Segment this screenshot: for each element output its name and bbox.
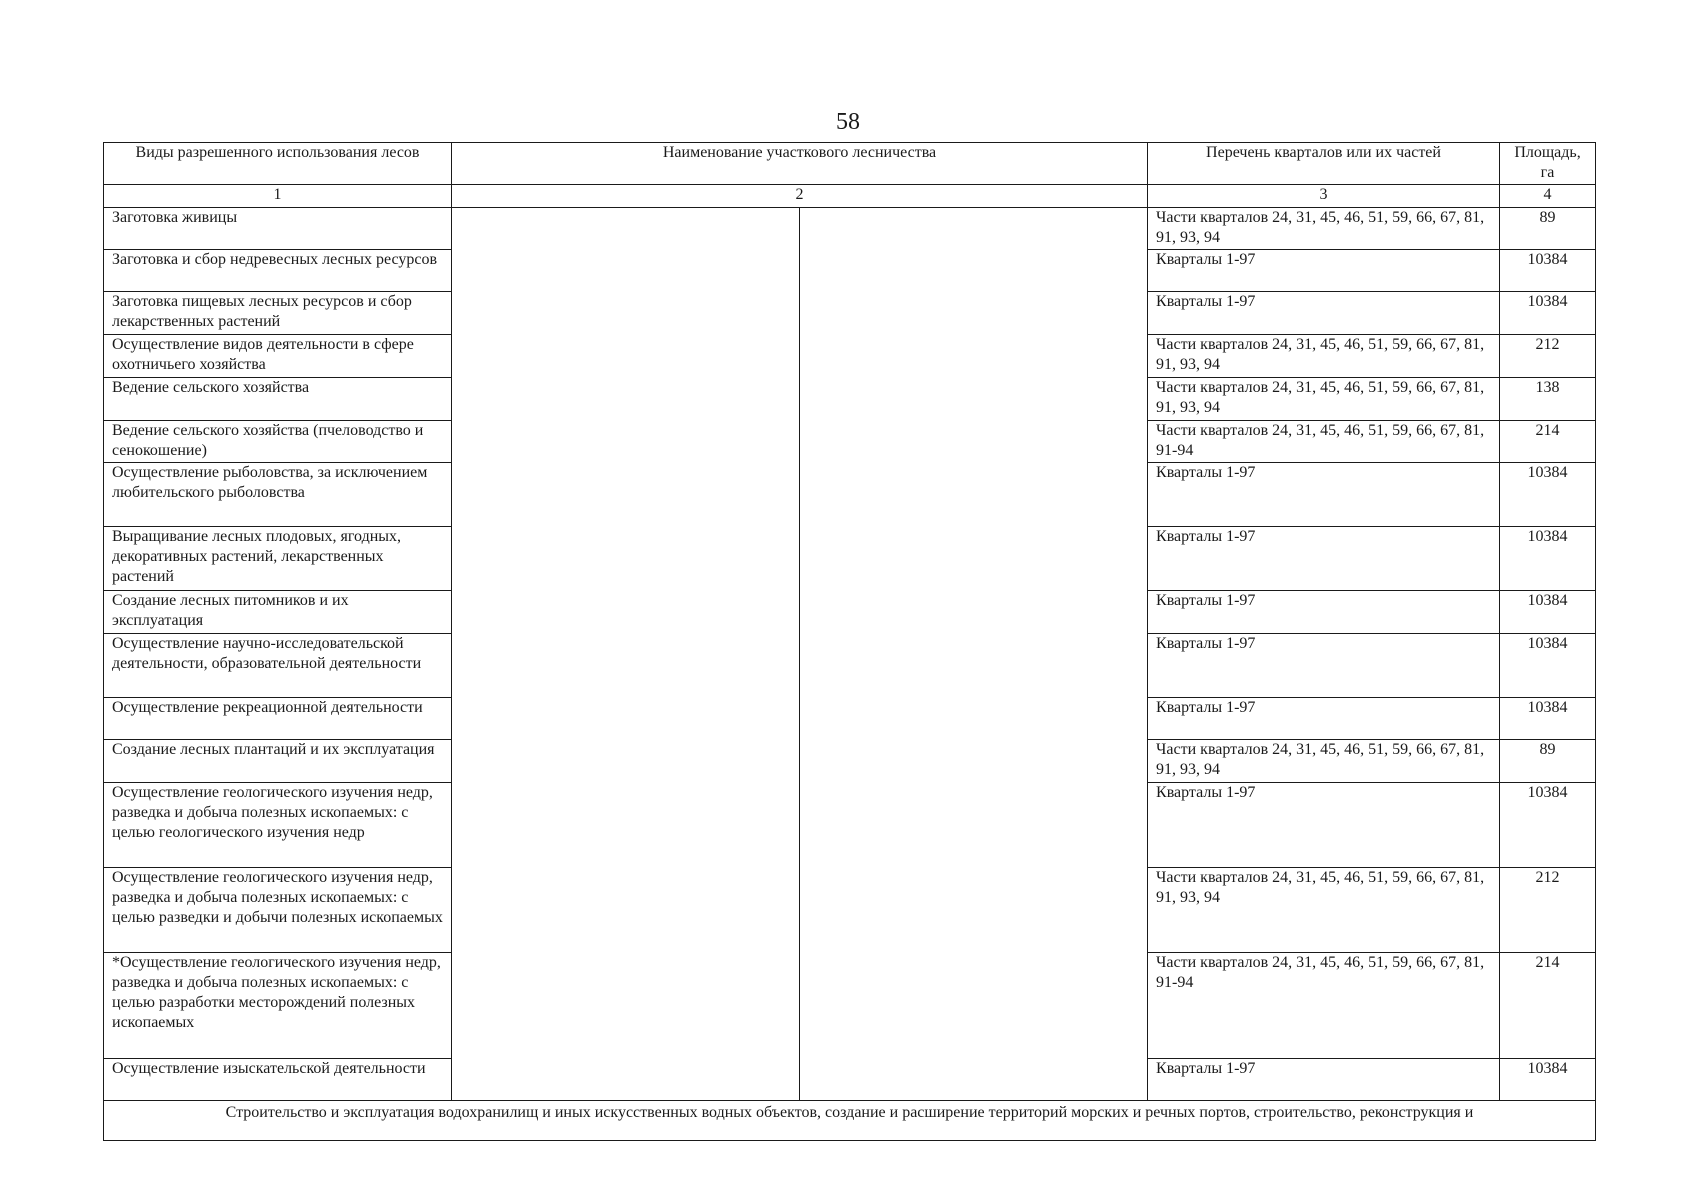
quarters-cell: Кварталы 1-97: [1148, 463, 1500, 527]
area-cell: 10384: [1500, 292, 1596, 335]
area-cell: 10384: [1500, 1059, 1596, 1101]
use-type-cell: Выращивание лесных плодовых, ягодных, декоративных растений, лекарственных растений: [104, 527, 452, 591]
use-type-cell: Осуществление рекреационной деятельности: [104, 698, 452, 740]
quarters-cell: Кварталы 1-97: [1148, 783, 1500, 868]
quarters-cell: Кварталы 1-97: [1148, 591, 1500, 634]
quarters-cell: Части кварталов 24, 31, 45, 46, 51, 59, 66, 67, 81, 91, 93, 94: [1148, 208, 1500, 250]
area-cell: 212: [1500, 868, 1596, 953]
header-use-types: Виды разрешенного использования лесов: [104, 143, 452, 185]
area-cell: 10384: [1500, 698, 1596, 740]
footer-text: Строительство и эксплуатация водохранилищ и иных искусственных водных объектов, создание и расширение территорий морских и речных портов, строительство, реконструкция и: [104, 1101, 1596, 1141]
column-number-row: [104, 185, 1596, 208]
use-type-cell: Ведение сельского хозяйства: [104, 378, 452, 421]
area-cell: 10384: [1500, 591, 1596, 634]
use-type-cell: Осуществление геологического изучения недр, разведка и добыча полезных ископаемых: с целью разведки и добычи полезных ископаемых: [104, 868, 452, 953]
use-type-cell: Осуществление видов деятельности в сфере охотничьего хозяйства: [104, 335, 452, 378]
quarters-cell: Части кварталов 24, 31, 45, 46, 51, 59, 66, 67, 81, 91, 93, 94: [1148, 740, 1500, 783]
use-type-cell: Осуществление научно-исследовательской деятельности, образовательной деятельности: [104, 634, 452, 698]
use-type-cell: *Осуществление геологического изучения недр, разведка и добыча полезных ископаемых: с целью разработки месторождений полезных ископаемых: [104, 953, 452, 1059]
quarters-cell: Кварталы 1-97: [1148, 292, 1500, 335]
quarters-cell: Кварталы 1-97: [1148, 698, 1500, 740]
quarters-cell: Кварталы 1-97: [1148, 250, 1500, 292]
use-type-cell: Заготовка пищевых лесных ресурсов и сбор лекарственных растений: [104, 292, 452, 335]
use-type-cell: Осуществление рыболовства, за исключением любительского рыболовства: [104, 463, 452, 527]
use-type-cell: Создание лесных плантаций и их эксплуатация: [104, 740, 452, 783]
quarters-cell: Части кварталов 24, 31, 45, 46, 51, 59, 66, 67, 81, 91, 93, 94: [1148, 378, 1500, 421]
area-cell: 10384: [1500, 634, 1596, 698]
column-number-2: 2: [452, 185, 1148, 208]
column-number-4: 4: [1500, 185, 1596, 208]
area-cell: 138: [1500, 378, 1596, 421]
area-cell: 10384: [1500, 527, 1596, 591]
table-row: [104, 208, 1596, 250]
quarters-cell: Части кварталов 24, 31, 45, 46, 51, 59, 66, 67, 81, 91-94: [1148, 953, 1500, 1059]
quarters-cell: Кварталы 1-97: [1148, 634, 1500, 698]
forestry-name-cell-b: [800, 208, 1148, 1101]
column-number-3: 3: [1148, 185, 1500, 208]
area-cell: 212: [1500, 335, 1596, 378]
header-quarters-list: Перечень кварталов или их частей: [1148, 143, 1500, 185]
page-number: 58: [836, 109, 860, 135]
forestry-name-cell-a: [452, 208, 800, 1101]
quarters-cell: Части кварталов 24, 31, 45, 46, 51, 59, 66, 67, 81, 91, 93, 94: [1148, 335, 1500, 378]
header-forestry-name: Наименование участкового лесничества: [452, 143, 1148, 185]
header-area: Площадь, га: [1500, 143, 1596, 185]
table-header-row: [104, 143, 1596, 185]
area-cell: 89: [1500, 208, 1596, 250]
area-cell: 10384: [1500, 250, 1596, 292]
area-cell: 10384: [1500, 463, 1596, 527]
area-cell: 214: [1500, 953, 1596, 1059]
use-type-cell: Создание лесных питомников и их эксплуатация: [104, 591, 452, 634]
column-number-1: 1: [104, 185, 452, 208]
use-type-cell: Ведение сельского хозяйства (пчеловодство и сенокошение): [104, 421, 452, 463]
use-type-cell: Осуществление изыскательской деятельности: [104, 1059, 452, 1101]
area-cell: 214: [1500, 421, 1596, 463]
area-cell: 10384: [1500, 783, 1596, 868]
quarters-cell: Кварталы 1-97: [1148, 1059, 1500, 1101]
use-type-cell: Заготовка живицы: [104, 208, 452, 250]
quarters-cell: Части кварталов 24, 31, 45, 46, 51, 59, 66, 67, 81, 91, 93, 94: [1148, 868, 1500, 953]
use-type-cell: Заготовка и сбор недревесных лесных ресурсов: [104, 250, 452, 292]
area-cell: 89: [1500, 740, 1596, 783]
quarters-cell: Части кварталов 24, 31, 45, 46, 51, 59, 66, 67, 81, 91-94: [1148, 421, 1500, 463]
use-type-cell: Осуществление геологического изучения недр, разведка и добыча полезных ископаемых: с целью геологического изучения недр: [104, 783, 452, 868]
forest-use-table: [103, 142, 1596, 1141]
table-footer-row: [104, 1101, 1596, 1141]
quarters-cell: Кварталы 1-97: [1148, 527, 1500, 591]
